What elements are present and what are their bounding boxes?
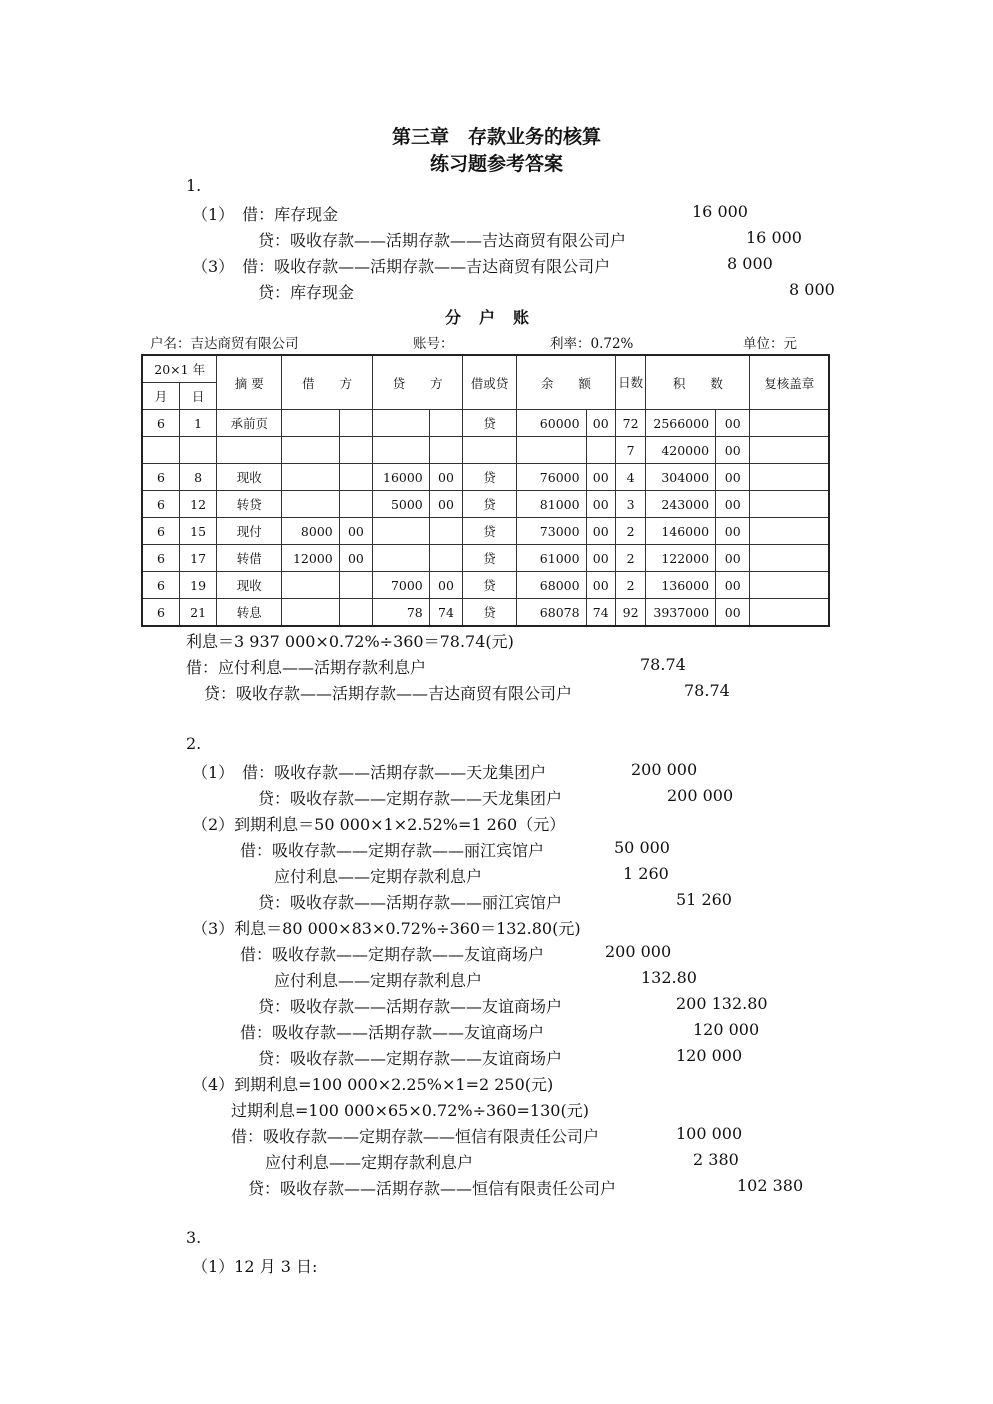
ledger-cell [282, 437, 340, 464]
entry-amount: 50 000 [614, 838, 670, 857]
ledger-cell: 78 [373, 599, 430, 627]
section-2-number: 2. [186, 734, 202, 753]
account-name: 户名：吉达商贸有限公司 [150, 336, 299, 352]
ledger-cell [516, 437, 586, 464]
entry-line: 贷：吸收存款——活期存款——丽江宾馆户 [258, 893, 563, 912]
section-1-number: 1. [186, 176, 202, 195]
entry-amount: 16 000 [692, 202, 748, 221]
entry-amount: 200 000 [667, 786, 734, 805]
interest-rate: 利率：0.72% [550, 336, 634, 352]
ledger-cell: 00 [716, 518, 750, 545]
ledger-cell: 00 [586, 410, 615, 437]
ledger-cell: 17 [179, 545, 216, 572]
account-number: 账号： [413, 336, 454, 352]
entry-amount: 120 000 [693, 1020, 760, 1039]
entry-amount: 78.74 [684, 681, 730, 700]
ledger-cell: 3 [615, 491, 645, 518]
ledger-cell: 243000 [646, 491, 716, 518]
calc-line: （1）12 月 3 日: [192, 1257, 318, 1276]
header-month: 月 [142, 383, 179, 410]
header-debit: 借 方 [282, 355, 373, 410]
ledger-row [142, 518, 829, 545]
ledger-cell: 74 [429, 599, 462, 627]
ledger-cell: 8 [179, 464, 216, 491]
entry-amount: 100 000 [676, 1124, 743, 1143]
ledger-cell: 2 [615, 518, 645, 545]
ledger-review-cell [750, 518, 829, 545]
entry-amount: 200 000 [631, 760, 698, 779]
ledger-cell: 76000 [516, 464, 586, 491]
ledger-cell: 00 [586, 518, 615, 545]
header-dr-cr: 借或贷 [463, 355, 517, 410]
ledger-cell: 8000 [282, 518, 340, 545]
ledger-cell: 15 [179, 518, 216, 545]
entry-line: 应付利息——定期存款利息户 [265, 1153, 474, 1172]
ledger-cell [217, 437, 282, 464]
entry-amount: 16 000 [746, 228, 802, 247]
ledger-cell: 00 [429, 572, 462, 599]
ledger-row [142, 491, 829, 518]
ledger-cell: 现收 [217, 572, 282, 599]
ledger-cell: 贷 [463, 545, 517, 572]
ledger-cell: 2 [615, 545, 645, 572]
chapter-subtitle: 练习题参考答案 [429, 153, 563, 175]
entry-line: 应付利息——定期存款利息户 [274, 867, 483, 886]
entry-amount: 1 260 [623, 864, 669, 883]
entry-line: 贷：吸收存款——活期存款——友谊商场户 [258, 997, 563, 1016]
ledger-cell: 60000 [516, 410, 586, 437]
ledger-cell [373, 545, 430, 572]
ledger-cell: 68078 [516, 599, 586, 627]
ledger-cell [339, 572, 372, 599]
entry-amount: 102 380 [737, 1176, 804, 1195]
ledger-row [142, 410, 829, 437]
ledger-cell: 00 [429, 491, 462, 518]
ledger-row [142, 437, 829, 464]
ledger-cell: 贷 [463, 599, 517, 627]
ledger-cell [339, 464, 372, 491]
header-review: 复核盖章 [750, 355, 829, 410]
ledger-cell [282, 599, 340, 627]
ledger-cell: 7 [615, 437, 645, 464]
ledger-row [142, 599, 829, 627]
ledger-review-cell [750, 437, 829, 464]
section-3-number: 3. [186, 1228, 202, 1247]
header-summary: 摘 要 [217, 355, 282, 410]
ledger-body [142, 410, 829, 627]
ledger-cell: 00 [716, 599, 750, 627]
ledger-cell: 00 [429, 464, 462, 491]
ledger-cell: 00 [716, 572, 750, 599]
ledger-cell: 61000 [516, 545, 586, 572]
header-year: 20×1 年 [142, 355, 217, 383]
ledger-cell: 122000 [646, 545, 716, 572]
ledger-cell: 转贷 [217, 491, 282, 518]
ledger-review-cell [750, 545, 829, 572]
ledger-cell: 6 [142, 491, 179, 518]
ledger-cell: 00 [586, 464, 615, 491]
ledger-table [141, 354, 830, 627]
entry-line: 贷：吸收存款——活期存款——吉达商贸有限公司户 [204, 684, 573, 703]
ledger-cell: 转借 [217, 545, 282, 572]
ledger-cell [429, 437, 462, 464]
entry-line: 贷：吸收存款——定期存款——友谊商场户 [258, 1049, 563, 1068]
ledger-cell [179, 437, 216, 464]
ledger-cell: 4 [615, 464, 645, 491]
header-credit: 贷 方 [373, 355, 463, 410]
entry-line: （1） 借：库存现金 [192, 205, 339, 224]
calc-line: （4）到期利息=100 000×2.25%×1=2 250(元) [192, 1075, 554, 1094]
entry-amount: 78.74 [640, 655, 686, 674]
entry-line: （3） 借：吸收存款——活期存款——吉达商贸有限公司户 [192, 257, 611, 276]
calc-line: （2）到期利息＝50 000×1×2.52%=1 260（元） [192, 815, 566, 834]
entry-line: 借：吸收存款——定期存款——友谊商场户 [240, 945, 545, 964]
ledger-cell [142, 437, 179, 464]
header-day: 日 [179, 383, 216, 410]
ledger-cell: 6 [142, 464, 179, 491]
entry-line: 借：吸收存款——定期存款——丽江宾馆户 [240, 841, 545, 860]
ledger-cell: 2 [615, 572, 645, 599]
ledger-cell [429, 410, 462, 437]
ledger-cell [373, 437, 430, 464]
ledger-cell [282, 410, 340, 437]
ledger-cell [429, 518, 462, 545]
ledger-cell: 3937000 [646, 599, 716, 627]
ledger-cell: 420000 [646, 437, 716, 464]
ledger-review-cell [750, 491, 829, 518]
ledger-cell: 00 [716, 491, 750, 518]
ledger-cell: 7000 [373, 572, 430, 599]
ledger-cell: 6 [142, 545, 179, 572]
ledger-cell: 1 [179, 410, 216, 437]
ledger-cell: 73000 [516, 518, 586, 545]
ledger-cell: 00 [716, 545, 750, 572]
ledger-cell: 00 [586, 491, 615, 518]
ledger-cell: 2566000 [646, 410, 716, 437]
entry-line: 借：吸收存款——定期存款——恒信有限责任公司户 [231, 1127, 600, 1146]
ledger-cell [429, 545, 462, 572]
entry-amount: 2 380 [693, 1150, 739, 1169]
ledger-cell: 92 [615, 599, 645, 627]
ledger-cell: 贷 [463, 491, 517, 518]
ledger-cell [282, 464, 340, 491]
ledger-review-cell [750, 599, 829, 627]
header-product: 积 数 [646, 355, 750, 410]
ledger-row [142, 545, 829, 572]
ledger-cell: 现收 [217, 464, 282, 491]
ledger-cell: 136000 [646, 572, 716, 599]
entry-amount: 51 260 [676, 890, 732, 909]
ledger-cell: 00 [716, 437, 750, 464]
ledger-cell: 304000 [646, 464, 716, 491]
ledger-cell: 00 [339, 545, 372, 572]
entry-line: 应付利息——定期存款利息户 [274, 971, 483, 990]
ledger-cell: 6 [142, 572, 179, 599]
ledger-row [142, 464, 829, 491]
ledger-cell: 6 [142, 410, 179, 437]
ledger-cell: 00 [716, 410, 750, 437]
ledger-review-cell [750, 464, 829, 491]
ledger-cell [373, 518, 430, 545]
entry-amount: 132.80 [641, 968, 697, 987]
ledger-cell: 12 [179, 491, 216, 518]
ledger-cell [586, 437, 615, 464]
entry-line: 贷：吸收存款——定期存款——天龙集团户 [258, 789, 563, 808]
chapter-title: 第三章 存款业务的核算 [391, 126, 601, 148]
ledger-cell: 81000 [516, 491, 586, 518]
entry-line: （1） 借：吸收存款——活期存款——天龙集团户 [192, 763, 547, 782]
ledger-cell: 72 [615, 410, 645, 437]
ledger-cell: 146000 [646, 518, 716, 545]
ledger-cell: 00 [339, 518, 372, 545]
ledger-cell: 00 [586, 572, 615, 599]
ledger-cell: 5000 [373, 491, 430, 518]
entry-line: 借：吸收存款——活期存款——友谊商场户 [240, 1023, 545, 1042]
ledger-row [142, 572, 829, 599]
ledger-review-cell [750, 572, 829, 599]
ledger-cell: 现付 [217, 518, 282, 545]
entry-amount: 200 132.80 [676, 994, 768, 1013]
ledger-cell: 21 [179, 599, 216, 627]
entry-amount: 8 000 [789, 280, 835, 299]
ledger-cell [282, 491, 340, 518]
ledger-cell: 00 [716, 464, 750, 491]
ledger-cell: 6 [142, 518, 179, 545]
ledger-cell: 转息 [217, 599, 282, 627]
ledger-cell [339, 410, 372, 437]
ledger-cell [282, 572, 340, 599]
ledger-cell: 贷 [463, 410, 517, 437]
entry-line: 贷：库存现金 [258, 283, 355, 302]
ledger-cell: 16000 [373, 464, 430, 491]
ledger-cell: 贷 [463, 464, 517, 491]
ledger-cell: 6 [142, 599, 179, 627]
entry-line: 借：应付利息——活期存款利息户 [186, 658, 427, 677]
ledger-cell: 承前页 [217, 410, 282, 437]
ledger-cell: 贷 [463, 572, 517, 599]
entry-amount: 8 000 [727, 254, 773, 273]
ledger-cell: 68000 [516, 572, 586, 599]
entry-line: 贷：吸收存款——活期存款——吉达商贸有限公司户 [258, 231, 627, 250]
ledger-cell: 74 [586, 599, 615, 627]
header-days: 日数 [615, 355, 645, 410]
ledger-cell: 贷 [463, 518, 517, 545]
entry-amount: 120 000 [676, 1046, 743, 1065]
currency-unit: 单位：元 [743, 336, 797, 352]
entry-amount: 200 000 [605, 942, 672, 961]
entry-line: 贷：吸收存款——活期存款——恒信有限责任公司户 [248, 1179, 617, 1198]
header-balance: 余 额 [516, 355, 615, 410]
ledger-title: 分户账 [445, 308, 548, 327]
calc-line: （3）利息＝80 000×83×0.72%÷360＝132.80(元) [192, 919, 581, 938]
ledger-cell [339, 491, 372, 518]
ledger-cell [463, 437, 517, 464]
calc-line: 过期利息=100 000×65×0.72%÷360=130(元) [231, 1101, 589, 1120]
ledger-cell [339, 437, 372, 464]
ledger-cell: 12000 [282, 545, 340, 572]
ledger-review-cell [750, 410, 829, 437]
interest-calc: 利息＝3 937 000×0.72%÷360＝78.74(元) [186, 632, 514, 651]
header-row [142, 355, 829, 383]
ledger-cell [339, 599, 372, 627]
ledger-cell: 00 [586, 545, 615, 572]
ledger-cell [373, 410, 430, 437]
ledger-cell: 19 [179, 572, 216, 599]
